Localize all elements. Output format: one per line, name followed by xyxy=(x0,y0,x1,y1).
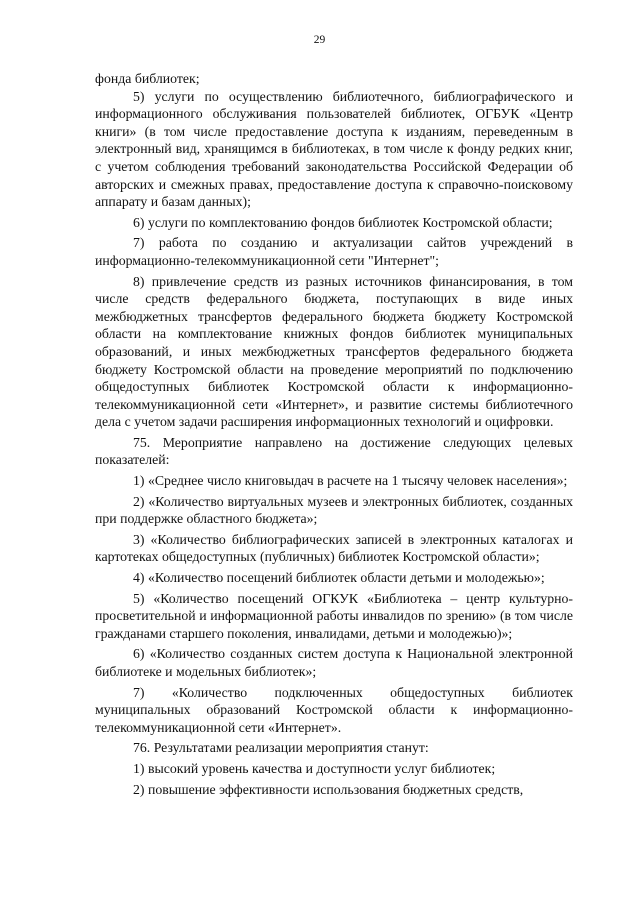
paragraph-75-targets: 75. Мероприятие направлено на достижение следующих целевых показателей: xyxy=(95,434,573,468)
document-body xyxy=(95,70,573,798)
paragraph-target-5: 5) «Количество посещений ОГКУК «Библиотека – центр культурно-просветительной и информационной работы инвалидов по зрению» (в том числе гражданами старшего поколения, инвалидами, детьми и молодежью)»; xyxy=(95,590,573,641)
paragraph-target-2: 2) «Количество виртуальных музеев и электронных библиотек, созданных при поддержке областного бюджета»; xyxy=(95,493,573,527)
paragraph-target-4: 4) «Количество посещений библиотек области детьми и молодежью»; xyxy=(133,570,545,586)
paragraph-item-7-websites: 7) работа по созданию и актуализации сайтов учреждений в информационно-телекоммуникационной сети "Интернет"; xyxy=(95,235,573,268)
paragraph-item-8-funding: 8) привлечение средств из разных источников финансирования, в том числе средств федерального бюджета, поступающих в виде иных межбюджетных трансфертов федерального бюджета бюджету Костромской области на комплектование книжных фондов библиотек муниципальных образований, и иных межбюджетных трансфертов федерального бюджета бюджету Костромской области на проведение мероприятий по подключению общедоступных библиотек Костромской области к информационно-телекоммуникационной сети «Интернет», и развитие системы библиотечного дела с учетом задачи расширения информационных технологий и оцифровки. xyxy=(95,273,573,430)
paragraph-item-5-services: 5) услуги по осуществлению библиотечного, библиографического и информационного обслуживания пользователей библиотек, ОГБУК «Центр книги» (в том числе предоставление доступа к изданиям, переведенным в электронный вид, хранящимся в библиотеках, в том числе к фонду редких книг, с учетом соблюдения требований законодательства Российской Федерации об авторских и смежных правах, предоставление доступа к справочно-поисковому аппарату и базам данных); xyxy=(95,88,573,210)
paragraph-target-3: 3) «Количество библиографических записей в электронных каталогах и картотеках общедоступных (публичных) библиотек Костромской области»; xyxy=(95,531,573,565)
paragraph-result-2: 2) повышение эффективности использования бюджетных средств, xyxy=(133,781,524,797)
paragraph-result-1: 1) высокий уровень качества и доступности услуг библиотек; xyxy=(133,760,496,776)
paragraph-target-1: 1) «Среднее число книговыдач в расчете на 1 тысячу человек населения»; xyxy=(133,473,568,489)
paragraph-continuation: фонда библиотек; xyxy=(95,71,200,86)
paragraph-76-results: 76. Результатами реализации мероприятия станут: xyxy=(133,740,429,756)
paragraph-item-6-acquisition: 6) услуги по комплектованию фондов библиотек Костромской области; xyxy=(133,214,553,230)
page-number: 29 xyxy=(313,34,326,46)
paragraph-target-6: 6) «Количество созданных систем доступа к Национальной электронной библиотеке и модельных библиотек»; xyxy=(95,646,573,679)
paragraph-target-7: 7) «Количество подключенных общедоступных библиотек муниципальных образований Костромской области к информационно-телекоммуникационной сети «Интернет». xyxy=(95,684,573,735)
